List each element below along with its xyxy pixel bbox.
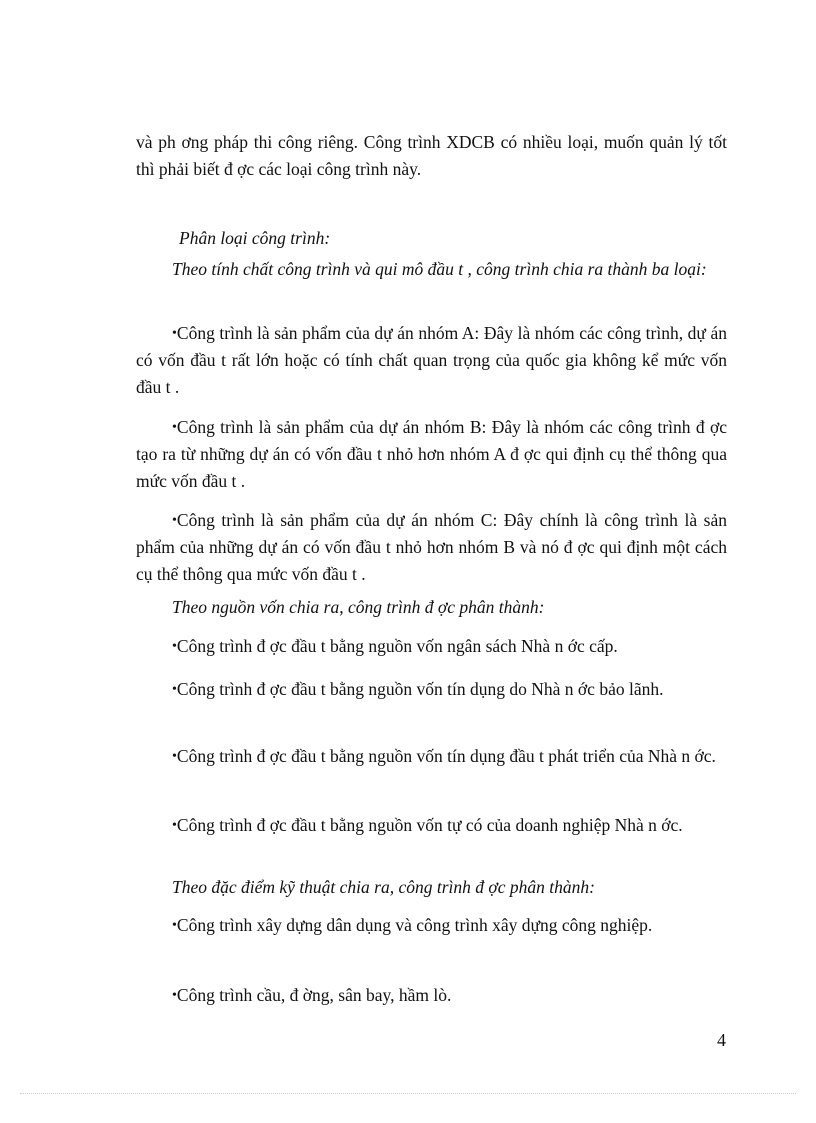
bullet-icon: •: [172, 326, 177, 341]
bullet-icon: •: [172, 420, 177, 435]
by-nature-item-b: [136, 414, 727, 495]
bullet-icon: •: [172, 682, 177, 697]
by-funding-item-2: [136, 676, 727, 703]
by-technical-item-1: [136, 912, 727, 939]
by-technical-item-1-text: Công trình xây dựng dân dụng và công trình xây dựng công nghiệp.: [176, 915, 653, 935]
bullet-icon: •: [172, 918, 177, 933]
bullet-icon: •: [172, 639, 177, 654]
by-technical-item-2: [136, 982, 727, 1009]
by-funding-item-4-text: Công trình đ ợc đầu t bằng nguồn vốn tự có của doanh nghiệp Nhà n ớc.: [176, 815, 683, 835]
by-funding-item-2-text: Công trình đ ợc đầu t bằng nguồn vốn tín dụng do Nhà n ớc bảo lãnh.: [176, 679, 664, 699]
by-funding-item-4: [136, 812, 727, 839]
bullet-icon: •: [172, 818, 177, 833]
continuation-paragraph: và ph ơng pháp thi công riêng. Công trình XDCB có nhiều loại, muốn quản lý tốt thì phải biết đ ợc các loại công trình này.: [136, 132, 727, 179]
bullet-icon: •: [172, 749, 177, 764]
by-nature-item-a: [136, 320, 727, 401]
classification-heading: Phân loại công trình:: [179, 228, 331, 248]
by-funding-item-1: [136, 633, 727, 660]
by-nature-item-c: [136, 507, 727, 588]
by-funding-item-3-text: Công trình đ ợc đầu t bằng nguồn vốn tín dụng đầu t phát triển của Nhà n ớc.: [176, 746, 716, 766]
by-nature-item-c-text: Công trình là sản phẩm của dự án nhóm C: Đây chính là công trình là sản phẩm của những dự án có vốn đầu t nhỏ hơn nhóm B và nó đ ợc qui định một cách cụ thể thông qua mức vốn đầu t .: [136, 510, 727, 584]
bullet-icon: •: [172, 513, 177, 528]
page-number: 4: [717, 1030, 726, 1050]
by-nature-item-a-text: Công trình là sản phẩm của dự án nhóm A: Đây là nhóm các công trình, dự án có vốn đầu t rất lớn hoặc có tính chất quan trọng của quốc gia không kể mức vốn đầu t .: [136, 323, 727, 397]
by-funding-heading: Theo nguồn vốn chia ra, công trình đ ợc phân thành:: [172, 597, 545, 617]
by-technical-item-2-text: Công trình cầu, đ ờng, sân bay, hầm lò.: [176, 985, 452, 1005]
by-nature-heading: Theo tính chất công trình và qui mô đầu t , công trình chia ra thành ba loại:: [172, 259, 707, 279]
by-nature-item-b-text: Công trình là sản phẩm của dự án nhóm B: Đây là nhóm các công trình đ ợc tạo ra từ những dự án có vốn đầu t nhỏ hơn nhóm A đ ợc qui định cụ thể thông qua mức vốn đầu t .: [136, 417, 727, 491]
by-funding-item-1-text: Công trình đ ợc đầu t bằng nguồn vốn ngân sách Nhà n ớc cấp.: [176, 636, 618, 656]
page-bottom-divider: [20, 1093, 796, 1094]
by-funding-item-3: [136, 743, 727, 770]
by-technical-heading: Theo đặc điểm kỹ thuật chia ra, công trình đ ợc phân thành:: [172, 877, 595, 897]
bullet-icon: •: [172, 988, 177, 1003]
